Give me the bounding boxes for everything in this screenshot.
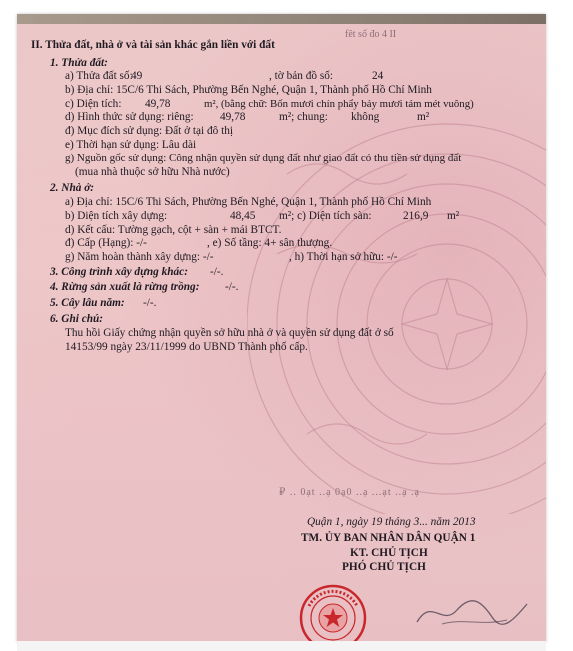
parcel-number-value: 49 bbox=[131, 70, 143, 82]
signer-title: PHÓ CHỦ TỊCH bbox=[342, 561, 426, 573]
parcel-number-label: a) Thửa đất số: bbox=[65, 70, 133, 82]
house-floors: , e) Số tầng: 4+ sân thượng. bbox=[207, 237, 333, 249]
usage-private-value: 49,78 bbox=[220, 111, 246, 123]
land-area-words: m², (bằng chữ: Bốn mươi chín phẩy bảy mươi tám mét vuông) bbox=[204, 98, 474, 110]
floor-area-unit: m² bbox=[447, 210, 460, 222]
build-area-label: b) Diện tích xây dựng: bbox=[65, 210, 168, 222]
house-heading: 2. Nhà ở: bbox=[50, 182, 95, 194]
land-term: e) Thời hạn sử dụng: Lâu dài bbox=[65, 139, 197, 151]
perennial-value: -/-. bbox=[143, 297, 157, 309]
faded-header-text: fêt số đo 4 II bbox=[345, 29, 397, 40]
map-sheet-value: 24 bbox=[372, 70, 384, 82]
certificate-page bbox=[17, 14, 546, 642]
other-construction-label: 3. Công trình xây dựng khác: bbox=[50, 266, 188, 278]
land-area-value: 49,78 bbox=[145, 98, 171, 110]
land-origin-cont: (mua nhà thuộc sở hữu Nhà nước) bbox=[75, 166, 230, 178]
build-area-value: 48,45 bbox=[230, 210, 256, 222]
kt-title: KT. CHỦ TỊCH bbox=[350, 547, 428, 559]
forest-label: 4. Rừng sản xuất là rừng trồng: bbox=[50, 281, 200, 293]
handwritten-signature-icon bbox=[412, 592, 532, 632]
house-grade: đ) Cấp (Hạng): -/- bbox=[65, 237, 147, 249]
floor-area-value: 216,9 bbox=[403, 210, 429, 222]
house-address: a) Địa chỉ: 15C/6 Thi Sách, Phường Bến Nghé, Quận 1, Thành phố Hồ Chí Minh bbox=[65, 196, 432, 208]
notes-line-1: Thu hồi Giấy chứng nhận quyền sở hữu nhà ở và quyền sử dụng đất ở số bbox=[65, 327, 394, 339]
page-bottom-edge bbox=[17, 641, 546, 651]
notes-line-2: 14153/99 ngày 23/11/1999 do UBND Thành phố cấp. bbox=[65, 341, 308, 353]
house-structure: d) Kết cấu: Tường gạch, cột + sàn + mái BTCT. bbox=[65, 224, 282, 236]
notes-label: 6. Ghi chú: bbox=[50, 313, 104, 325]
house-ownership-term: , h) Thời hạn sở hữu: -/- bbox=[289, 251, 398, 263]
faded-line: ₽ .. 0ạt ..ạ 0ạ0 ..ạ ...ạt ..ạ .ạ bbox=[279, 487, 420, 498]
perennial-label: 5. Cây lâu năm: bbox=[50, 297, 125, 309]
land-address: b) Địa chỉ: 15C/6 Thi Sách, Phường Bến Nghé, Quận 1, Thành phố Hồ Chí Minh bbox=[65, 84, 432, 96]
land-area-label: c) Diện tích: bbox=[65, 98, 122, 110]
usage-shared-unit: m² bbox=[417, 111, 430, 123]
usage-shared-label: m²; chung: bbox=[279, 111, 328, 123]
issuing-org: TM. ỦY BAN NHÂN DÂN QUẬN 1 bbox=[301, 532, 476, 544]
official-seal-icon bbox=[299, 584, 367, 642]
usage-form-label: d) Hình thức sử dụng: riêng: bbox=[65, 111, 194, 123]
map-sheet-label: , tờ bản đồ số: bbox=[269, 70, 334, 82]
house-completion-year: g) Năm hoàn thành xây dựng: -/- bbox=[65, 251, 214, 263]
floor-area-label: m²; c) Diện tích sàn: bbox=[279, 210, 372, 222]
place-date: Quận 1, ngày 19 tháng 3... năm 2013 bbox=[307, 516, 476, 528]
page-top-edge bbox=[17, 14, 546, 24]
usage-shared-value: không bbox=[351, 111, 380, 123]
section-title: II. Thửa đất, nhà ở và tài sản khác gắn liền với đất bbox=[31, 39, 275, 51]
forest-value: -/-. bbox=[225, 281, 239, 293]
other-construction-value: -/-. bbox=[210, 266, 224, 278]
land-origin: g) Nguồn gốc sử dụng: Công nhận quyền sử dụng đất như giao đất có thu tiền sử dụng đất bbox=[65, 152, 462, 164]
land-purpose: đ) Mục đích sử dụng: Đất ở tại đô thị bbox=[65, 125, 234, 137]
land-heading: 1. Thửa đất: bbox=[50, 57, 108, 69]
